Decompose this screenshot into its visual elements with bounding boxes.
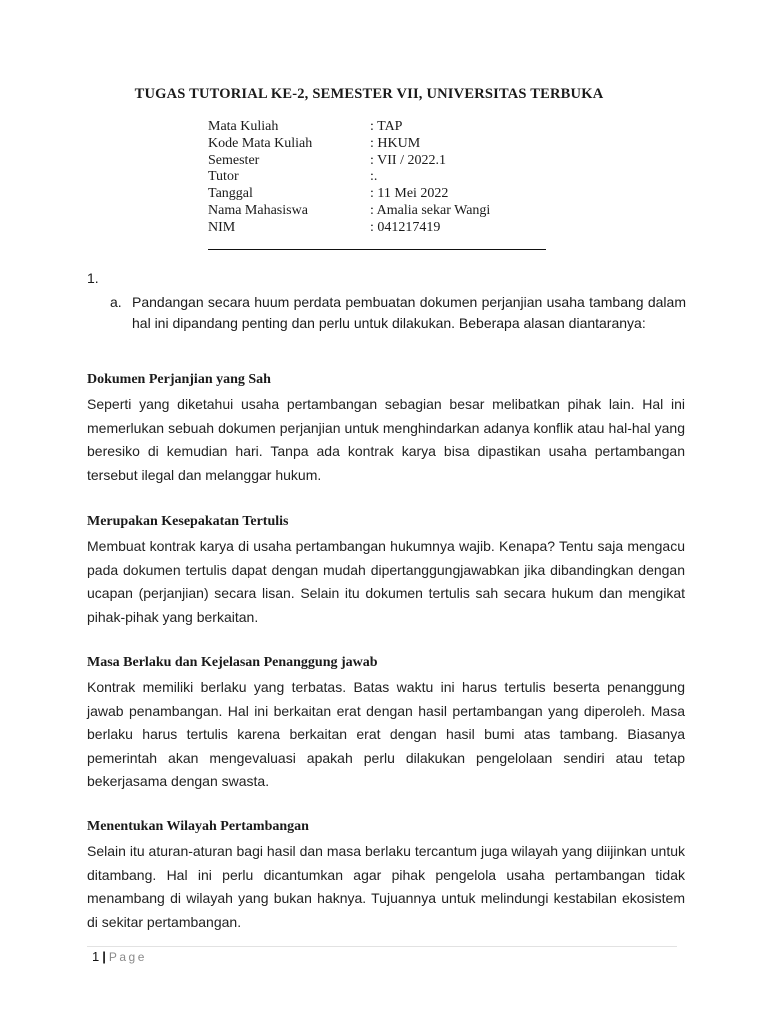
section-body: Kontrak memiliki berlaku yang terbatas. Batas waktu ini harus tertulis beserta penanggung jawab penambangan. Hal ini berkaitan erat dengan hasil pertambangan yang diperoleh. Masa berlaku harus tertulis karena berkaitan erat dengan hasil bumi atas tambang. Biasanya pemerintah akan mengevaluasi apakah perlu dilakukan pengelolaan sendiri atau tetap bekerjasama dengan swasta.	[87, 679, 685, 789]
info-label: Nama Mahasiswa	[208, 202, 308, 218]
info-value: : TAP	[370, 119, 403, 134]
section-heading: Merupakan Kesepakatan Tertulis	[87, 514, 289, 529]
footer-separator: |	[102, 949, 106, 964]
info-value: :.	[370, 169, 378, 185]
document-title: TUGAS TUTORIAL KE-2, SEMESTER VII, UNIVERSITAS TERBUKA	[134, 86, 604, 102]
list-item-text: Pandangan secara huum perdata pembuatan dokumen perjanjian usaha tambang dalam hal ini dipandang penting dan perlu untuk dilakukan. Beberapa alasan diantaranya:	[132, 294, 686, 331]
info-label: Tanggal	[208, 186, 253, 202]
section-heading: Masa Berlaku dan Kejelasan Penanggung jawab	[87, 655, 378, 670]
section-heading: Menentukan Wilayah Pertambangan	[87, 819, 309, 834]
section-body: Seperti yang diketahui usaha pertambangan sebagian besar melibatkan pihak lain. Hal ini memerlukan sebuah dokumen perjanjian untuk menghindarkan adanya konflik atau hal-hal yang beresiko di kemudian hari. Tanpa ada kontrak karya bisa dipastikan usaha pertambangan tersebut ilegal dan melanggar hukum.	[87, 396, 685, 483]
page-label: Page	[108, 950, 147, 964]
info-label: NIM	[208, 219, 236, 235]
info-label: Semester	[208, 152, 260, 168]
section-kesepakatan-tertulis	[87, 513, 685, 629]
section-body: Membuat kontrak karya di usaha pertambangan hukumnya wajib. Kenapa? Tentu saja mengacu pada dokumen tertulis dapat dengan mudah dipertanggungjawabkan jika dibandingkan dengan ucapan (perjanjian) secara lisan. Selain itu dokumen tertulis sah secara hukum dan mengikat pihak-pihak yang berkaitan.	[87, 538, 685, 625]
info-value: : Amalia sekar Wangi	[370, 202, 491, 218]
info-label: Tutor	[208, 169, 239, 185]
page-number: 1	[92, 949, 100, 964]
list-item-a	[110, 292, 686, 334]
footer-divider	[87, 946, 677, 947]
list-marker: a.	[110, 294, 122, 310]
section-body: Selain itu aturan-aturan bagi hasil dan masa berlaku tercantum juga wilayah yang diijinkan untuk ditambang. Hal ini perlu dicantumkan agar pihak pengelola usaha pertambangan tidak menambang di wilayah yang bukan haknya. Tujuannya untuk melindungi kestabilan ekosistem di sekitar pertambangan.	[87, 843, 685, 930]
section-dokumen-perjanjian	[87, 371, 685, 487]
info-value: : 11 Mei 2022	[370, 186, 449, 202]
info-label: Kode Mata Kuliah	[208, 135, 313, 151]
page-footer	[92, 949, 147, 964]
section-wilayah-pertambangan	[87, 818, 685, 934]
info-value: : HKUM	[370, 135, 421, 151]
question-number: 1.	[87, 270, 99, 286]
info-label: Mata Kuliah	[208, 119, 279, 134]
info-value: : VII / 2022.1	[370, 152, 446, 168]
section-masa-berlaku	[87, 654, 685, 794]
section-heading: Dokumen Perjanjian yang Sah	[87, 372, 271, 387]
info-value: : 041217419	[370, 219, 441, 235]
info-divider	[208, 249, 546, 250]
